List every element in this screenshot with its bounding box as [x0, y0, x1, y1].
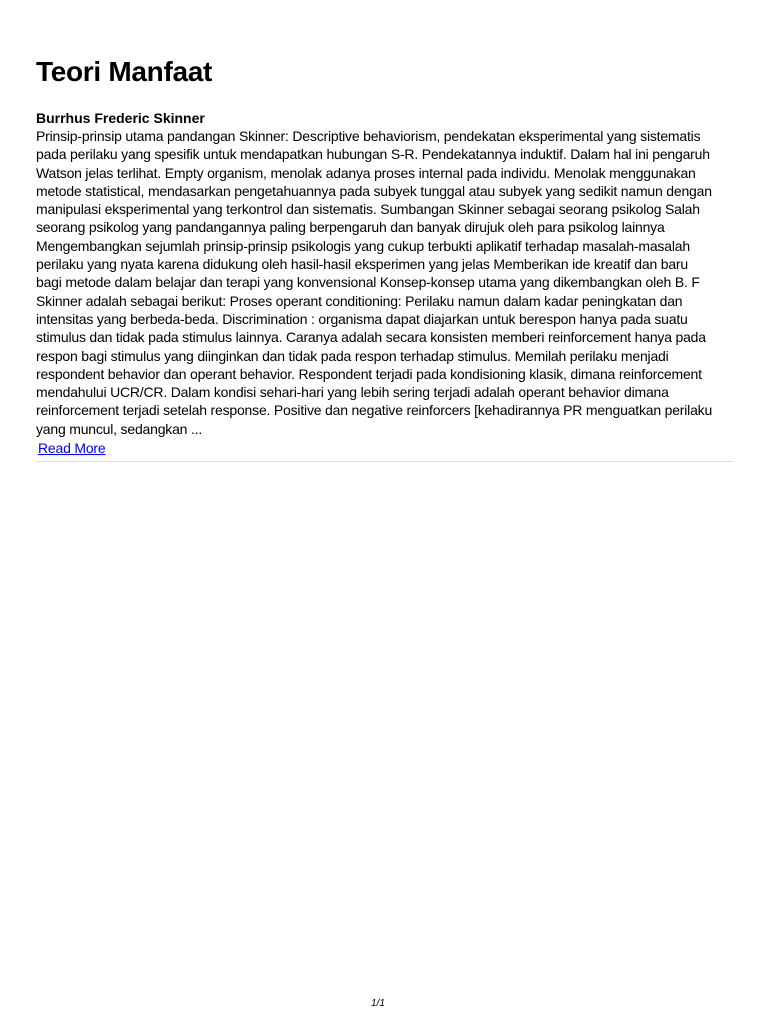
article-body: Prinsip-prinsip utama pandangan Skinner: Descriptive behaviorism, pendekatan eksperimental yang sistematis pada perilaku yang spesifik untuk mendapatkan hubungan S-R. Pendekatannya induktif. Dalam hal ini pengaruh Watson jelas terlihat. Empty organism, menolak adanya proses internal pada individu. Menolak menggunakan metode statistical, mendasarkan pengetahuannya pada subyek tunggal atau subyek yang sedikit namun dengan manipulasi eksperimental yang terkontrol dan sistematis. Sumbangan Skinner sebagai seorang psikolog Salah seorang psikolog yang pandangannya paling berpengaruh dan banyak dirujuk oleh para psikolog lainnya Mengembangkan sejumlah prinsip-prinsip psikologis yang cukup terbukti aplikatif terhadap masalah-masalah perilaku yang nyata karena didukung oleh hasil-hasil eksperimen yang jelas Memberikan ide kreatif dan baru bagi metode dalam belajar dan terapi yang konvensional Konsep-konsep utama yang dikembangkan oleh B. F Skinner adalah sebagai berikut: Proses operant conditioning: Perilaku namun dalam kadar peningkatan dan intensitas yang berbeda-beda. Discrimination : organisma dapat diajarkan untuk berespon hanya pada suatu stimulus dan tidak pada stimulus lainnya. Caranya adalah secara konsisten memberi reinforcement hanya pada respon bagi stimulus yang diinginkan dan tidak pada respon terhadap stimulus. Memilah perilaku menjadi respondent behavior dan operant behavior. Respondent terjadi pada kondisioning klasik, dimana reinforcement mendahului UCR/CR. Dalam kondisi sehari-hari yang lebih sering terjadi adalah operant behavior dimana reinforcement terjadi setelah response. Positive dan negative reinforcers [kehadirannya PR menguatkan perilaku yang muncul, sedangkan ... — [36, 128, 713, 437]
article-heading: Burrhus Frederic Skinner — [36, 110, 205, 126]
read-more-link[interactable]: Read More — [38, 440, 106, 457]
page-number: 1/1 — [371, 998, 385, 1009]
page-title: Teori Manfaat — [36, 56, 213, 87]
section-divider — [36, 461, 734, 462]
article-section — [36, 110, 736, 458]
